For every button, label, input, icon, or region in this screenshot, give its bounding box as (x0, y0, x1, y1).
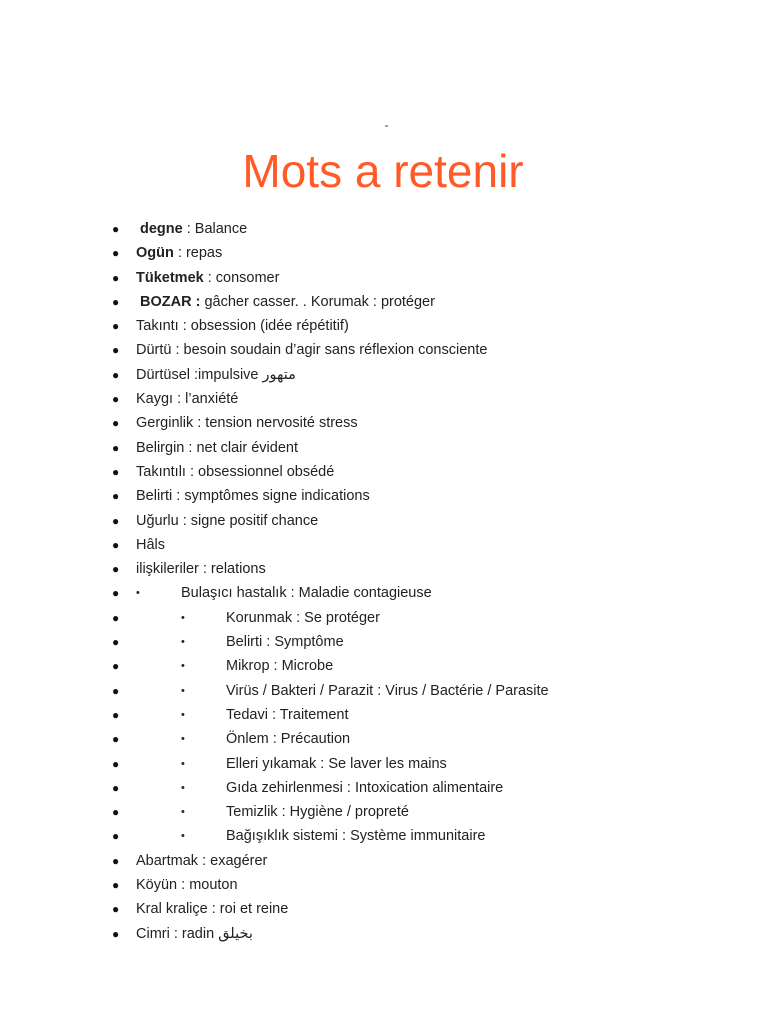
list-item (0, 460, 768, 484)
vocab-entry: Kaygı : l’anxiété (136, 391, 239, 408)
bullet-icon: ● (112, 805, 120, 820)
list-item-text (136, 314, 349, 338)
list-item (0, 922, 768, 946)
bullet-icon: ● (112, 926, 120, 941)
bullet-icon: ● (112, 416, 120, 431)
vocab-entry: ilişkileriler : relations (136, 561, 266, 578)
list-item-text (226, 630, 344, 654)
bullet-icon: ● (112, 610, 120, 625)
list-item (0, 630, 768, 654)
bullet-icon: ● (112, 246, 120, 261)
vocab-entry: Takıntılı : obsessionnel obsédé (136, 463, 335, 480)
list-item-text (226, 606, 380, 630)
list-item-text (226, 776, 503, 800)
vocab-entry: Belirti : Symptôme (226, 634, 344, 651)
sub-bullet-icon: • (181, 684, 185, 697)
list-item (0, 752, 768, 776)
bullet-icon: ● (112, 756, 120, 771)
sub-bullet-icon: • (136, 587, 140, 600)
list-item (0, 217, 768, 241)
list-item-text (226, 727, 350, 751)
list-item (0, 606, 768, 630)
list-item-text (136, 266, 279, 290)
list-item-text (136, 897, 288, 921)
bullet-icon: ● (112, 586, 120, 601)
bullet-icon: ● (112, 440, 120, 455)
vocab-entry: Virüs / Bakteri / Parazit : Virus / Bactérie / Parasite (226, 682, 549, 699)
bullet-icon: ● (112, 319, 120, 334)
vocab-entry: Takıntı : obsession (idée répétitif) (136, 318, 349, 335)
bullet-icon: ● (112, 780, 120, 795)
bullet-icon: ● (112, 902, 120, 917)
vocab-term: BOZAR : (140, 293, 201, 310)
list-item (0, 509, 768, 533)
list-item-text (136, 290, 435, 314)
vocab-entry: Elleri yıkamak : Se laver les mains (226, 755, 447, 772)
vocab-entry: Dürtüsel :impulsive (136, 366, 263, 383)
vocab-entry: Abartmak : exagérer (136, 852, 268, 869)
vocab-entry: Korunmak : Se protéger (226, 609, 380, 626)
vocab-term: Ogün (136, 245, 174, 262)
list-item-text (226, 800, 409, 824)
list-item-text (136, 849, 267, 873)
arabic-translation: متهور (262, 366, 296, 383)
list-item-text (226, 654, 333, 678)
bullet-icon: ● (112, 683, 120, 698)
bullet-icon: ● (112, 222, 120, 236)
vocab-entry: Temizlik : Hygiène / propreté (226, 804, 409, 821)
vocab-entry: Gıda zehirlenmesi : Intoxication alimentaire (226, 779, 504, 796)
vocab-entry: Dürtü : besoin soudain d’agir sans réflexion consciente (136, 342, 488, 359)
arabic-translation: بخيلق (218, 925, 253, 942)
sub-bullet-icon: • (181, 830, 185, 843)
bullet-icon: ● (112, 343, 120, 358)
list-item (0, 411, 768, 435)
sub-bullet-icon: • (181, 611, 185, 624)
bullet-icon: ● (112, 853, 120, 868)
vocab-entry: Belirti : symptômes signe indications (136, 488, 370, 505)
list-item (0, 873, 768, 897)
vocabulary-list (0, 217, 768, 946)
bullet-icon: ● (112, 464, 120, 479)
vocab-entry: Mikrop : Microbe (226, 658, 334, 675)
sub-bullet-icon: • (181, 660, 185, 673)
sub-bullet-icon: • (181, 781, 185, 794)
bullet-icon: ● (112, 707, 120, 722)
list-item-text (136, 509, 318, 533)
vocab-term: degne (140, 221, 183, 237)
list-item (0, 654, 768, 678)
top-dash: - (384, 118, 389, 132)
list-item-text (136, 387, 238, 411)
sub-bullet-icon: • (181, 733, 185, 746)
list-item-text (136, 922, 253, 946)
vocab-entry: Belirgin : net clair évident (136, 439, 298, 456)
list-item (0, 533, 768, 557)
list-item-text (136, 460, 334, 484)
list-item (0, 266, 768, 290)
vocab-definition: : Balance (182, 221, 248, 237)
vocab-definition: gâcher casser. . Korumak : protéger (200, 293, 435, 310)
list-item (0, 800, 768, 824)
list-item (0, 727, 768, 751)
vocab-entry: Tedavi : Traitement (226, 706, 349, 723)
sub-bullet-icon: • (181, 636, 185, 649)
list-item (0, 581, 768, 605)
vocab-entry: Hâls (136, 536, 166, 553)
list-item-text (136, 557, 266, 581)
list-item (0, 290, 768, 314)
bullet-icon: ● (112, 270, 120, 285)
vocab-entry: Uğurlu : signe positif chance (136, 512, 319, 529)
list-item (0, 679, 768, 703)
vocab-definition: : consomer (203, 269, 280, 286)
vocab-entry: Önlem : Précaution (226, 731, 351, 748)
list-item-text (136, 338, 487, 362)
list-item-text (136, 411, 358, 435)
bullet-icon: ● (112, 367, 120, 382)
list-item-text (136, 533, 165, 557)
list-item (0, 314, 768, 338)
vocab-definition: : repas (173, 245, 223, 262)
list-item-text (136, 363, 296, 387)
list-item (0, 241, 768, 265)
bullet-icon: ● (112, 513, 120, 528)
vocab-entry: Bulaşıcı hastalık : Maladie contagieuse (181, 585, 432, 602)
bullet-icon: ● (112, 562, 120, 577)
list-item-text (181, 581, 432, 605)
list-item (0, 824, 768, 848)
sub-bullet-icon: • (181, 757, 185, 770)
vocab-entry: Köyün : mouton (136, 877, 238, 894)
list-item (0, 897, 768, 921)
list-item (0, 436, 768, 460)
bullet-icon: ● (112, 659, 120, 674)
list-item-text (136, 873, 238, 897)
list-item (0, 363, 768, 387)
list-item (0, 387, 768, 411)
vocab-term: Tüketmek (136, 269, 204, 286)
list-item (0, 776, 768, 800)
bullet-icon: ● (112, 829, 120, 844)
list-item-text (136, 436, 298, 460)
sub-bullet-icon: • (181, 708, 185, 721)
list-item-text (136, 484, 370, 508)
bullet-icon: ● (112, 732, 120, 747)
bullet-icon: ● (112, 537, 120, 552)
list-item (0, 703, 768, 727)
list-item-text (226, 679, 549, 703)
bullet-icon: ● (112, 294, 120, 309)
list-item-text (136, 241, 222, 265)
vocab-entry: Gerginlik : tension nervosité stress (136, 415, 358, 432)
list-item-text (226, 703, 349, 727)
bullet-icon: ● (112, 489, 120, 504)
list-item (0, 338, 768, 362)
sub-bullet-icon: • (181, 806, 185, 819)
vocab-entry: Cimri : radin (136, 925, 219, 942)
vocab-entry: Kral kraliçe : roi et reine (136, 901, 289, 918)
bullet-icon: ● (112, 878, 120, 893)
bullet-icon: ● (112, 392, 120, 407)
list-item (0, 484, 768, 508)
vocab-entry: Bağışıklık sistemi : Système immunitaire (226, 828, 486, 845)
list-item (0, 557, 768, 581)
list-item-text (226, 752, 447, 776)
list-item (0, 849, 768, 873)
list-item-text (136, 217, 247, 241)
list-item-text (226, 824, 485, 848)
page-title: Mots a retenir (242, 145, 524, 197)
bullet-icon: ● (112, 635, 120, 650)
